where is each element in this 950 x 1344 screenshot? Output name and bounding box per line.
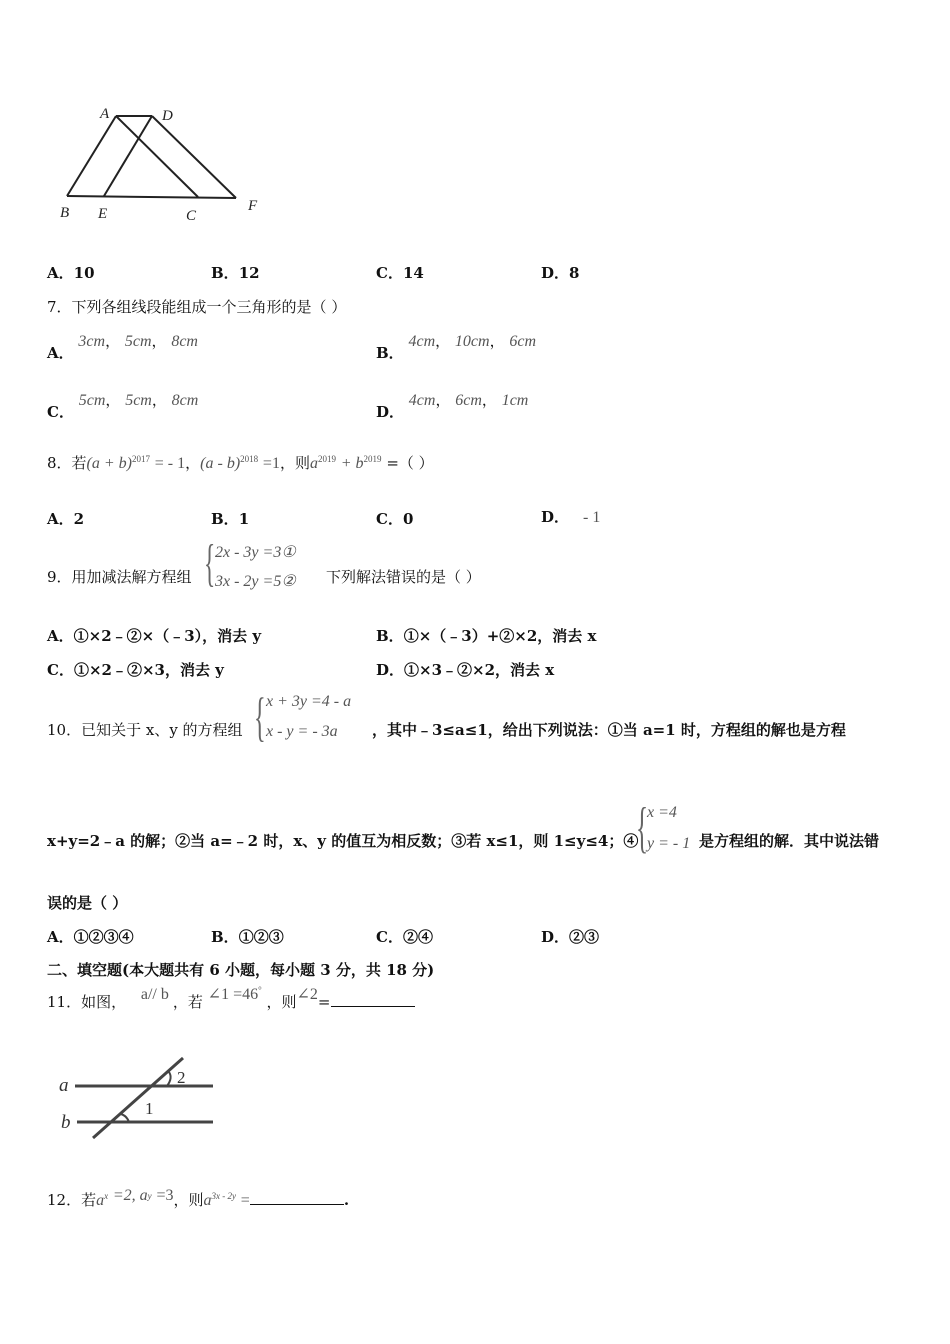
q11-angle2: ∠2 — [296, 986, 318, 1003]
q10-solution-x: x =4 — [647, 804, 677, 821]
option-text: - 1 — [583, 509, 601, 526]
segment-df — [152, 116, 236, 198]
q10-line1-suffix: ，其中﹣3≤a≤1，给出下列说法：①当 a=1 时，方程组的解也是方程 — [372, 721, 846, 739]
label-line-b: b — [61, 1112, 71, 1133]
q9-option-a[interactable] — [47, 625, 261, 646]
q6-option-c[interactable] — [376, 262, 424, 283]
q8-eq2-base: (a - b) — [200, 455, 241, 472]
q12-end: . — [343, 1191, 350, 1209]
option-letter: B． — [211, 264, 239, 282]
option-text: 12 — [238, 264, 260, 282]
option-letter: C． — [376, 928, 403, 946]
angle-2-arc — [167, 1072, 171, 1086]
q8-plus-b: + b — [340, 455, 364, 472]
label-b: B — [60, 205, 70, 221]
q12-exp3: 3x - 2y — [211, 1191, 236, 1201]
segment-length: 5cm — [125, 392, 152, 409]
q12-a2: a — [203, 1192, 212, 1209]
segment-bf — [67, 196, 236, 198]
option-letter: A． — [47, 627, 74, 645]
q10-option-d[interactable] — [541, 926, 599, 947]
q10-eq2: x - y = - 3a — [266, 723, 338, 740]
q10-option-c[interactable] — [376, 926, 433, 947]
option-letter: C． — [376, 264, 403, 282]
q8-option-a[interactable] — [47, 508, 84, 529]
q7-option-a[interactable]: A． 3cm， 5cm， 8cm — [47, 332, 198, 362]
q8-option-d[interactable] — [541, 506, 600, 527]
option-text: ①×（﹣3）+②×2，消去 x — [403, 627, 597, 645]
option-text: ①×3﹣②×2，消去 x — [404, 661, 555, 679]
segment-length: 4cm — [408, 333, 436, 350]
transversal — [93, 1058, 183, 1138]
label-f: F — [248, 198, 258, 214]
option-text: ①②③ — [238, 928, 284, 946]
segment-length: 6cm — [509, 333, 537, 350]
segment-length: 6cm — [455, 392, 482, 409]
option-letter: A． — [47, 264, 74, 282]
segment-length: 5cm — [78, 392, 106, 409]
segment-length: 8cm — [171, 392, 199, 409]
q6-figure — [50, 100, 280, 240]
q12-mid: =2, a — [112, 1187, 148, 1204]
q9-eq1: 2x - 3y =3① — [215, 544, 296, 561]
label-angle-2: 2 — [177, 1068, 186, 1087]
label-line-a: a — [59, 1075, 69, 1096]
q9-option-c[interactable] — [47, 659, 224, 680]
q11-then: ，则 — [266, 993, 297, 1011]
q12-x-exp: x — [104, 1191, 109, 1201]
label-d: D — [162, 108, 173, 124]
q9-option-b[interactable] — [376, 625, 596, 646]
option-text: ①②③④ — [73, 928, 134, 946]
q7-option-c[interactable]: C． 5cm， 5cm， 8cm — [47, 391, 199, 421]
q11-angle1: ∠1 =46 — [207, 986, 259, 1003]
q11-answer-blank[interactable] — [331, 992, 415, 1007]
option-letter: D． — [541, 928, 570, 946]
q8-option-b[interactable] — [211, 508, 249, 529]
q7-option-d[interactable]: D． 4cm， 6cm， 1cm — [376, 391, 529, 421]
q10-brace: { — [254, 687, 266, 747]
q8-eq1-base: (a + b) — [86, 455, 132, 472]
q11-eq: = — [317, 993, 331, 1011]
option-text: 10 — [73, 264, 95, 282]
segment-length: 10cm — [454, 333, 490, 350]
option-letter: B． — [211, 510, 239, 528]
q12-eq: = — [240, 1192, 250, 1209]
q8-eq1-rhs: = - 1 — [154, 455, 186, 472]
label-angle-1: 1 — [145, 1099, 154, 1118]
q8-option-c[interactable] — [376, 508, 413, 529]
q12-a1: a — [96, 1192, 105, 1209]
option-letter: D． — [541, 508, 570, 526]
q12-eq3: =3 — [156, 1187, 174, 1204]
q8-prefix: 8．若 — [47, 454, 87, 472]
q10-eq1: x + 3y =4 - a — [266, 693, 352, 710]
q8-eq1-exp: 2017 — [132, 454, 150, 464]
q9-suffix: 下列解法错误的是（ ） — [326, 568, 481, 586]
q11-prefix: 11．如图， — [47, 993, 127, 1011]
segment-length: 5cm — [124, 333, 152, 350]
q10-prefix: 10．已知关于 x、y 的方程组 — [47, 721, 243, 739]
q8-a-exp: 2019 — [317, 454, 336, 464]
q8-eq2-exp: 2018 — [240, 454, 259, 464]
q8-eq2-rhs: =1 — [262, 455, 280, 472]
option-letter: D． — [541, 264, 570, 282]
q7-stem: 7．下列各组线段能组成一个三角形的是（ ） — [47, 298, 347, 316]
option-letter: B． — [376, 627, 404, 645]
segment-length: 3cm — [78, 333, 106, 350]
section-title: 二、填空题(本大题共有 6 小题，每小题 3 分，共 18 分) — [47, 961, 435, 979]
q11-parallel: a// b — [140, 986, 169, 1003]
label-e: E — [98, 206, 108, 222]
q8-then: ，则 — [279, 454, 310, 472]
option-letter: A． — [47, 510, 74, 528]
label-a: A — [100, 106, 110, 122]
q8-suffix: =（ ） — [386, 454, 434, 472]
q10-line2-suffix: 是方程组的解．其中说法错 — [699, 832, 880, 850]
q12-prefix: 12．若 — [47, 1191, 97, 1209]
q11-mid: ，若 — [172, 993, 203, 1011]
q10-solution-brace: { — [636, 797, 649, 859]
option-text: 1 — [238, 510, 250, 528]
q6-option-d[interactable] — [541, 262, 579, 283]
option-letter: B． — [376, 344, 404, 362]
option-letter: D． — [376, 661, 405, 679]
option-letter: B． — [211, 928, 239, 946]
q10-line3: 误的是（ ） — [47, 894, 128, 912]
option-text: ①×2﹣②×（﹣3），消去 y — [73, 627, 262, 645]
q6-option-b[interactable] — [211, 262, 260, 283]
q8-stem — [47, 452, 434, 473]
q12-stem — [47, 1189, 349, 1210]
segment-ab — [67, 116, 116, 196]
q6-option-a[interactable] — [47, 262, 95, 283]
q8-comma: ， — [185, 454, 201, 472]
option-letter: C． — [47, 661, 74, 679]
option-text: ①×2﹣②×3，消去 y — [73, 661, 224, 679]
segment-length: 8cm — [171, 333, 198, 350]
option-letter: C． — [47, 403, 74, 421]
q10-option-a[interactable] — [47, 926, 134, 947]
option-letter: D． — [376, 403, 405, 421]
option-letter: A． — [47, 928, 74, 946]
label-c: C — [186, 208, 197, 224]
segment-length: 4cm — [408, 392, 436, 409]
option-text: ②④ — [402, 928, 433, 946]
q8-a: a — [309, 455, 318, 472]
q9-eq2: 3x - 2y =5② — [215, 573, 296, 590]
segment-length: 1cm — [501, 392, 529, 409]
q8-b-exp: 2019 — [363, 454, 382, 464]
option-letter: C． — [376, 510, 403, 528]
option-text: 14 — [402, 264, 424, 282]
option-text: 2 — [73, 510, 85, 528]
q11-stem — [47, 985, 415, 1012]
q10-line2-prefix: x+y=2﹣a 的解；②当 a=﹣2 时，x、y 的值互为相反数；③若 x≤1，则 1≤y≤4；④ — [47, 832, 639, 850]
option-text: 8 — [569, 264, 580, 282]
q10-solution-y: y = - 1 — [647, 835, 691, 852]
q9-brace: { — [204, 535, 216, 592]
q12-answer-blank[interactable] — [250, 1190, 344, 1205]
q7-option-b[interactable]: B． 4cm， 10cm， 6cm — [376, 332, 537, 362]
q12-then: ，则 — [173, 1191, 204, 1209]
q11-degree: ° — [258, 985, 262, 995]
option-text: 0 — [402, 510, 414, 528]
q10-option-b[interactable] — [211, 926, 284, 947]
option-letter: A． — [47, 344, 74, 362]
q12-y-exp: y — [147, 1191, 152, 1201]
q9-option-d[interactable] — [376, 659, 554, 680]
option-text: ②③ — [569, 928, 600, 946]
q9-prefix: 9．用加减法解方程组 — [47, 568, 192, 586]
q11-figure — [55, 1050, 225, 1145]
